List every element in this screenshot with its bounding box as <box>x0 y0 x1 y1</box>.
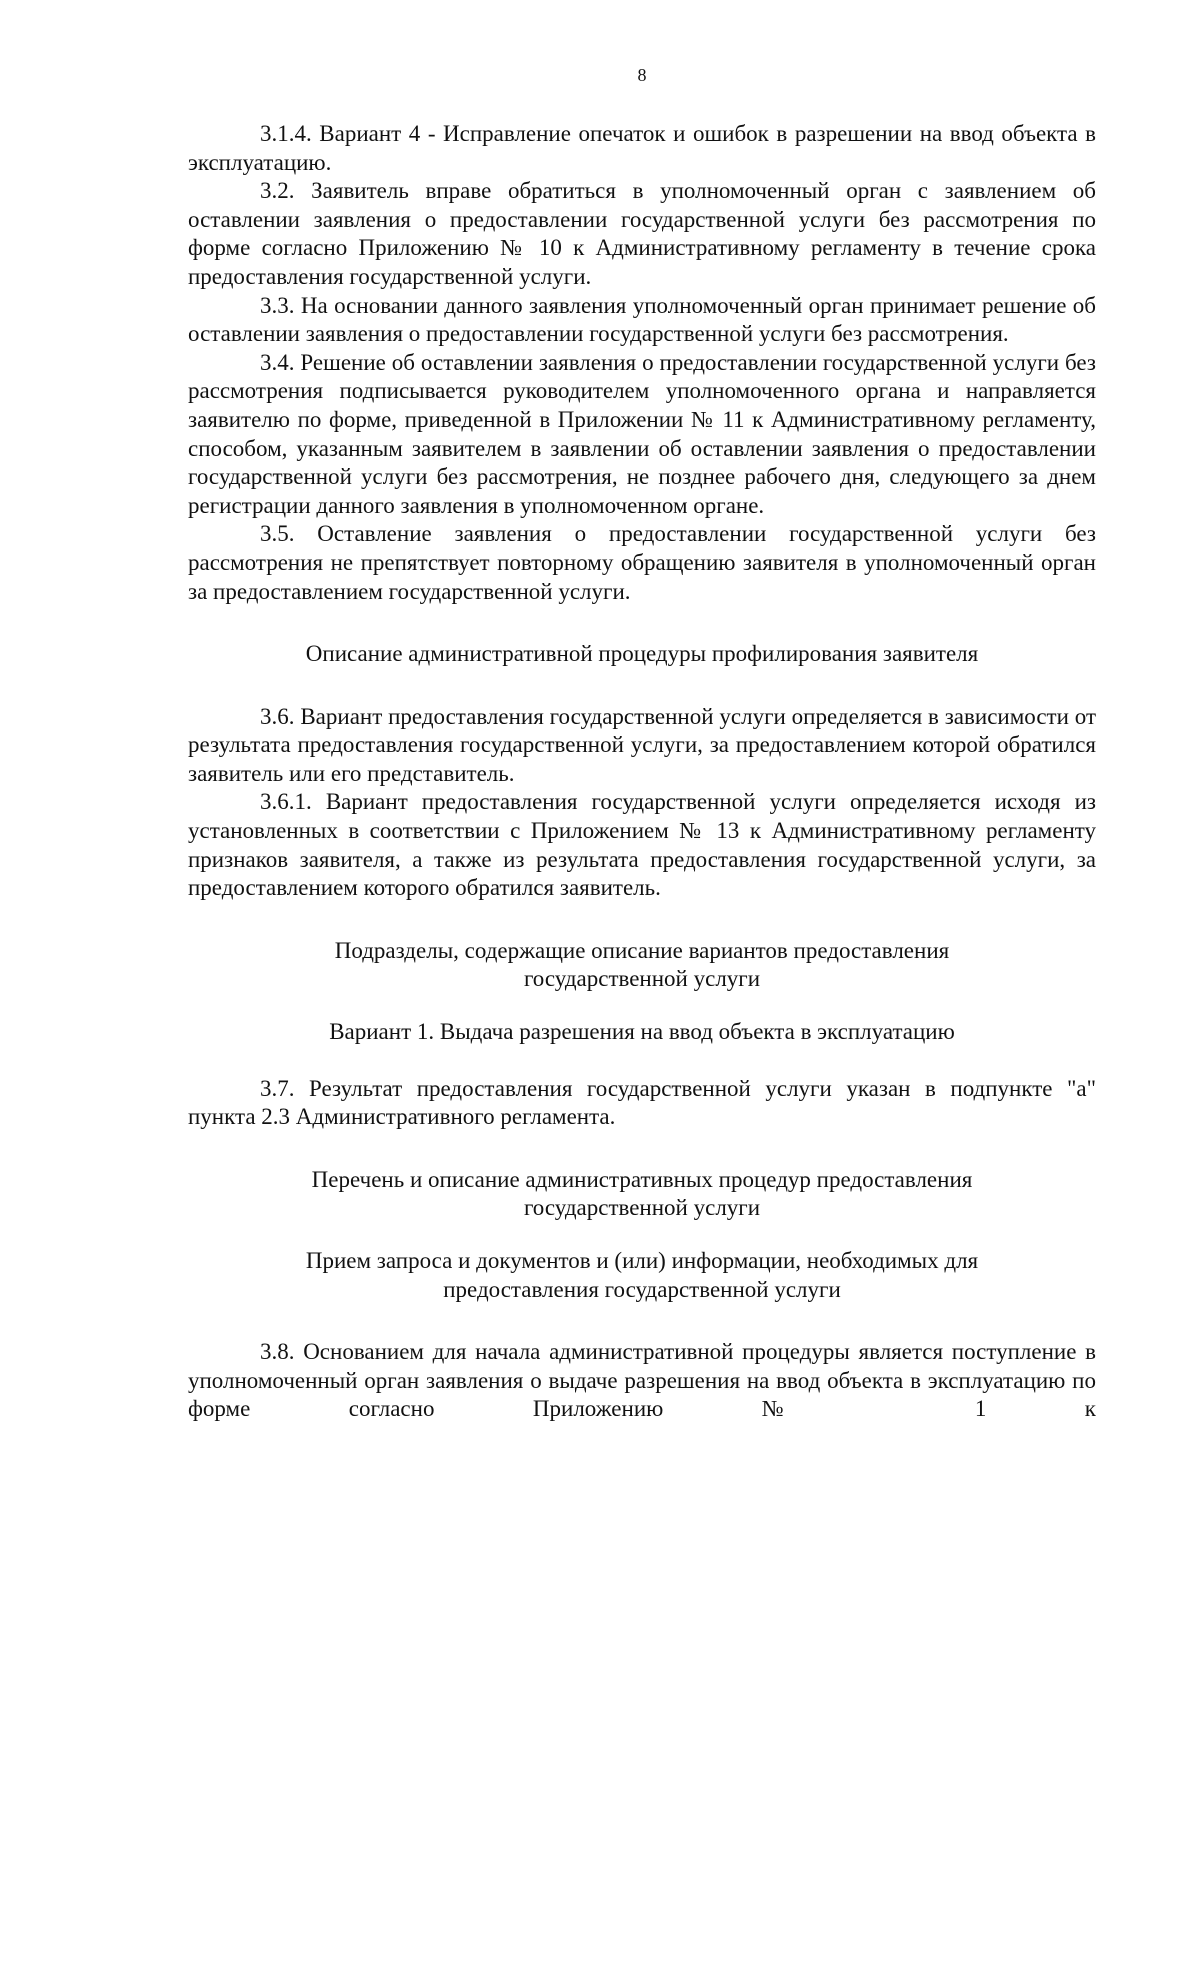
heading-subsections: Подразделы, содержащие описание вариантов предоставления государственной услуги <box>334 937 950 992</box>
heading-variant-1: Вариант 1. Выдача разрешения на ввод объекта в эксплуатацию <box>329 1019 955 1045</box>
paragraph-3-3: 3.3. На основании данного заявления уполномоченный орган принимает решение об оставлении заявления о предоставлении государственной услуги без рассмотрения. <box>188 292 1096 347</box>
heading-reception: Прием запроса и документов и (или) информации, необходимых для предоставления государственной услуги <box>305 1248 979 1302</box>
paragraph-3-4: 3.4. Решение об оставлении заявления о предоставлении государственной услуги без рассмотрения подписывается руководителем уполномоченного органа и направляется заявителю по форме, приведенной в Приложении № 11 к Административному регламенту, способом, указанным заявителем в заявлении об оставлении заявления о предоставлении государственной услуги без рассмотрения, не позднее рабочего дня, следующего за днем регистрации данного заявления в уполномоченном органе. <box>188 349 1096 518</box>
section-gap <box>188 903 1096 937</box>
paragraph-3-1-4: 3.1.4. Вариант 4 - Исправление опечаток и ошибок в разрешении на ввод объекта в эксплуатацию. <box>188 121 1096 175</box>
section-gap <box>188 669 1096 703</box>
section-gap <box>188 1047 1096 1075</box>
heading-procedures: Перечень и описание административных процедур предоставления государственной услуги <box>311 1166 973 1221</box>
paragraph-3-7: 3.7. Результат предоставления государственной услуги указан в подпункте "а" пункта 2.3 Административного регламента. <box>188 1075 1096 1130</box>
section-gap <box>188 994 1096 1018</box>
paragraph-3-8: 3.8. Основанием для начала административной процедуры является поступление в уполномоченный орган заявления о выдаче разрешения на ввод объекта в эксплуатацию по форме согласно Приложению № 1 к <box>188 1339 1096 1422</box>
section-gap <box>188 1304 1096 1338</box>
page-number: 8 <box>637 65 647 85</box>
heading-profiling: Описание административной процедуры профилирования заявителя <box>305 641 979 667</box>
document-body <box>188 120 1096 1424</box>
section-gap <box>188 606 1096 640</box>
section-gap <box>188 1223 1096 1247</box>
paragraph-3-6-1: 3.6.1. Вариант предоставления государственной услуги определяется исходя из установленных в соответствии с Приложением № 13 к Административному регламенту признаков заявителя, а также из результата предоставления государственной услуги, за предоставлением которого обратился заявитель. <box>188 789 1096 901</box>
paragraph-3-5: 3.5. Оставление заявления о предоставлении государственной услуги без рассмотрения не препятствует повторному обращению заявителя в уполномоченный орган за предоставлением государственной услуги. <box>188 521 1096 604</box>
paragraph-3-2: 3.2. Заявитель вправе обратиться в уполномоченный орган с заявлением об оставлении заявления о предоставлении государственной услуги без рассмотрения по форме согласно Приложению № 10 к Административному регламенту в течение срока предоставления государственной услуги. <box>188 178 1096 289</box>
section-gap <box>188 1132 1096 1166</box>
paragraph-3-6: 3.6. Вариант предоставления государственной услуги определяется в зависимости от результата предоставления государственной услуги, за предоставлением которой обратился заявитель или его представитель. <box>188 703 1096 786</box>
